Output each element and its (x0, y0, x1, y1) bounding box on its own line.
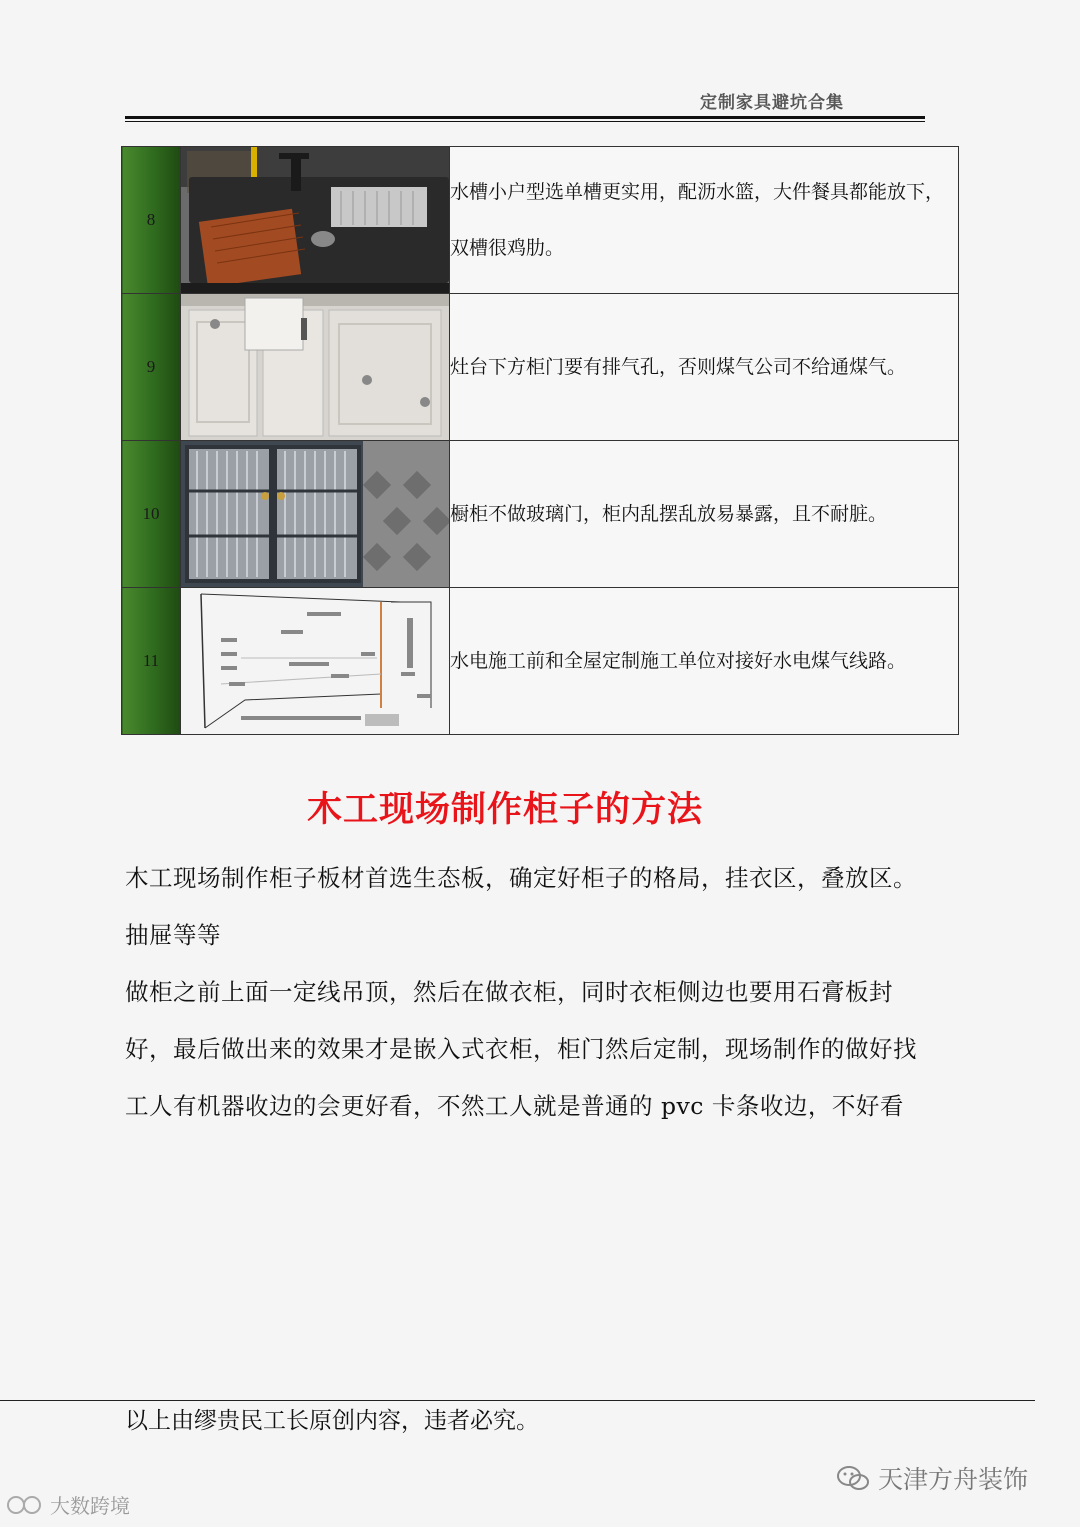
black-kitchen-sink-photo-icon (181, 147, 449, 293)
white-cabinet-door-vents-photo-icon (181, 294, 449, 440)
account-watermark (836, 1460, 1028, 1496)
row-number: 11 (122, 588, 181, 735)
copyright-notice: 以上由缪贵民工长原创内容，违者必究。 (125, 1408, 539, 1434)
cupboard-photo (181, 441, 450, 588)
brand-watermark-text: 大数跨境 (50, 1494, 130, 1518)
brand-logo-icon (6, 1493, 46, 1517)
row-number: 8 (122, 147, 181, 294)
row-number: 9 (122, 294, 181, 441)
brand-watermark (6, 1490, 130, 1519)
wiring-diagram (181, 588, 450, 735)
footer-divider (0, 1400, 1035, 1401)
tip-text: 橱柜不做玻璃门，柜内乱摆乱放易暴露，且不耐脏。 (450, 441, 959, 588)
table-row (122, 588, 959, 735)
tip-text: 灶台下方柜门要有排气孔，否则煤气公司不给通煤气。 (450, 294, 959, 441)
table-row (122, 294, 959, 441)
tip-text: 水槽小户型选单槽更实用，配沥水篮，大件餐具都能放下，双槽很鸡肋。 (450, 147, 959, 294)
wiring-layout-diagram-icon (181, 588, 449, 734)
account-watermark-text: 天津方舟装饰 (878, 1465, 1029, 1494)
tip-text: 水电施工前和全屋定制施工单位对接好水电煤气线路。 (450, 588, 959, 735)
body-paragraph: 木工现场制作柜子板材首选生态板，确定好柜子的格局，挂衣区，叠放区。抽屉等等 (125, 864, 917, 949)
tips-table (121, 146, 959, 735)
table-row (122, 147, 959, 294)
page-header-title: 定制家具避坑合集 (700, 93, 844, 113)
wechat-icon (836, 1464, 870, 1492)
sink-photo (181, 147, 450, 294)
header-divider (125, 116, 925, 119)
body-paragraph: 做柜之前上面一定线吊顶，然后在做衣柜，同时衣柜侧边也要用石膏板封好，最后做出来的效果才是嵌入式衣柜，柜门然后定制，现场制作的做好找工人有机器收边的会更好看，不然工人就是普通的 pvc 卡条收边，不好看 (125, 978, 917, 1120)
section-title: 木工现场制作柜子的方法 (306, 790, 703, 830)
table-row (122, 441, 959, 588)
section-body (125, 850, 930, 1135)
cabinet-photo (181, 294, 450, 441)
glass-door-cupboard-photo-icon (181, 441, 449, 587)
header-divider-thin (125, 121, 925, 122)
row-number: 10 (122, 441, 181, 588)
